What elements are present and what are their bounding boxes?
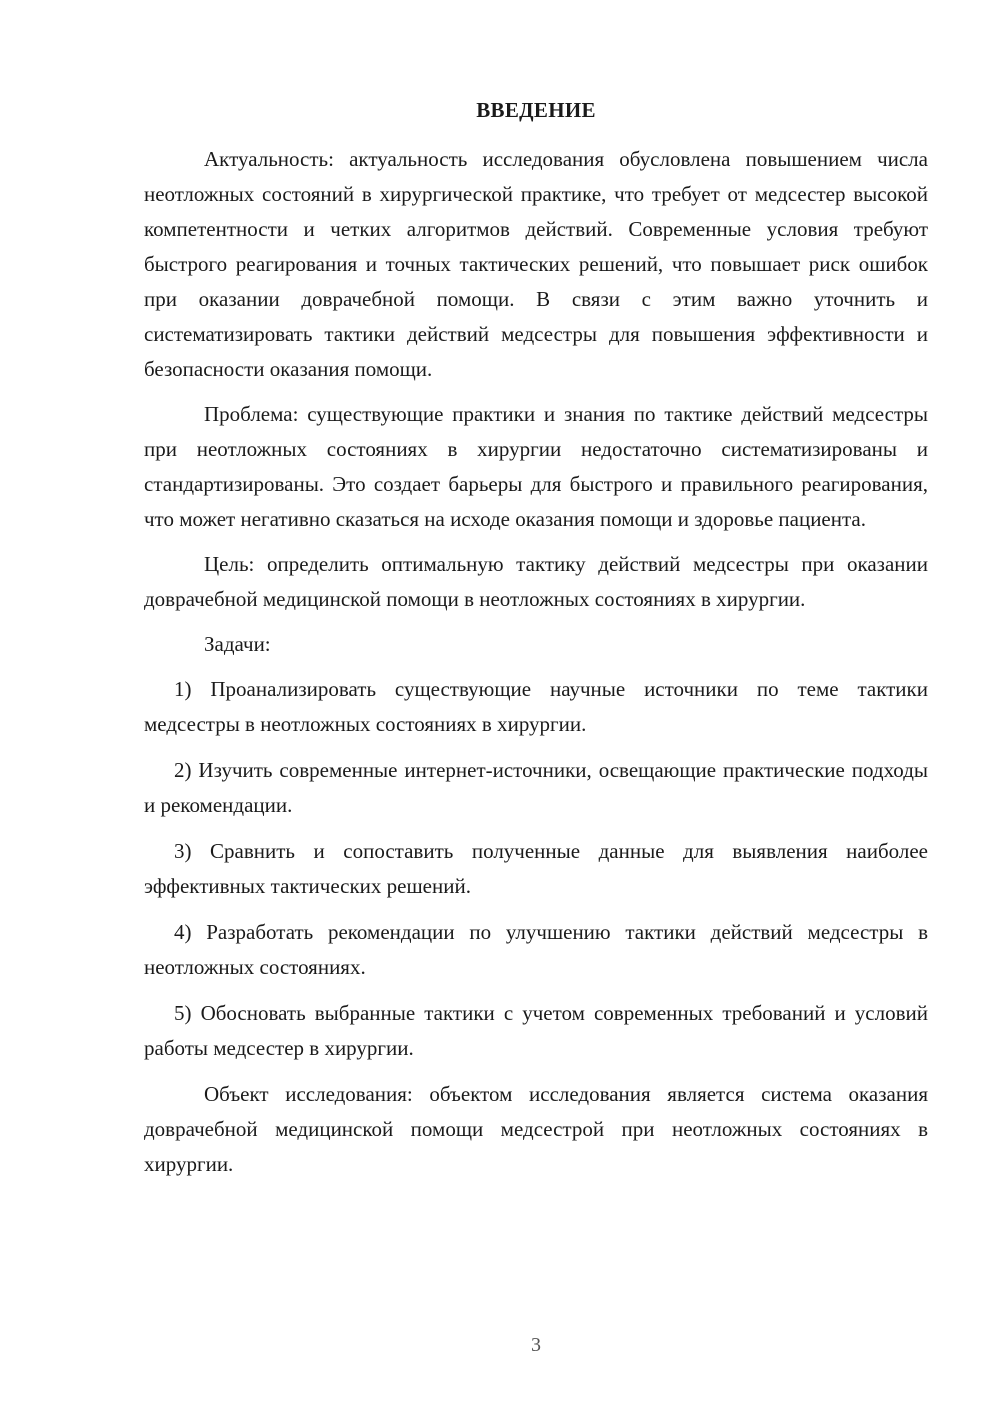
tasks-heading: Задачи: [204, 632, 271, 656]
task-item: 2) Изучить современные интернет-источники, освещающие практические подходы и рекомендации. [144, 758, 928, 817]
page-number: 3 [531, 1334, 541, 1356]
task-item: 3) Сравнить и сопоставить полученные данные для выявления наиболее эффективных тактических решений. [144, 839, 928, 898]
relevance-paragraph: Актуальность: актуальность исследования обусловлена повышением числа неотложных состояний в хирургической практике, что требует от медсестер высокой компетентности и четких алгоритмов действий. Современные условия требуют быстрого реагирования и точных тактических решений, что повышает риск ошибок при оказании доврачебной помощи. В связи с этим важно уточнить и систематизировать тактики действий медсестры для повышения эффективности и безопасности оказания помощи. [144, 147, 928, 381]
page-content [144, 93, 928, 1182]
task-item: 5) Обосновать выбранные тактики с учетом современных требований и условий работы медсестер в хирургии. [144, 1001, 928, 1060]
object-paragraph: Объект исследования: объектом исследования является система оказания доврачебной медицинской помощи медсестрой при неотложных состояниях в хирургии. [144, 1082, 928, 1176]
task-item: 4) Разработать рекомендации по улучшению тактики действий медсестры в неотложных состояниях. [144, 920, 928, 979]
task-item: 1) Проанализировать существующие научные источники по теме тактики медсестры в неотложных состояниях в хирургии. [144, 677, 928, 736]
goal-paragraph: Цель: определить оптимальную тактику действий медсестры при оказании доврачебной медицинской помощи в неотложных состояниях в хирургии. [144, 552, 928, 611]
section-title: ВВЕДЕНИЕ [476, 98, 596, 122]
problem-paragraph: Проблема: существующие практики и знания по тактике действий медсестры при неотложных состояниях в хирургии недостаточно систематизированы и стандартизированы. Это создает барьеры для быстрого и правильного реагирования, что может негативно сказаться на исходе оказания помощи и здоровье пациента. [144, 402, 928, 531]
